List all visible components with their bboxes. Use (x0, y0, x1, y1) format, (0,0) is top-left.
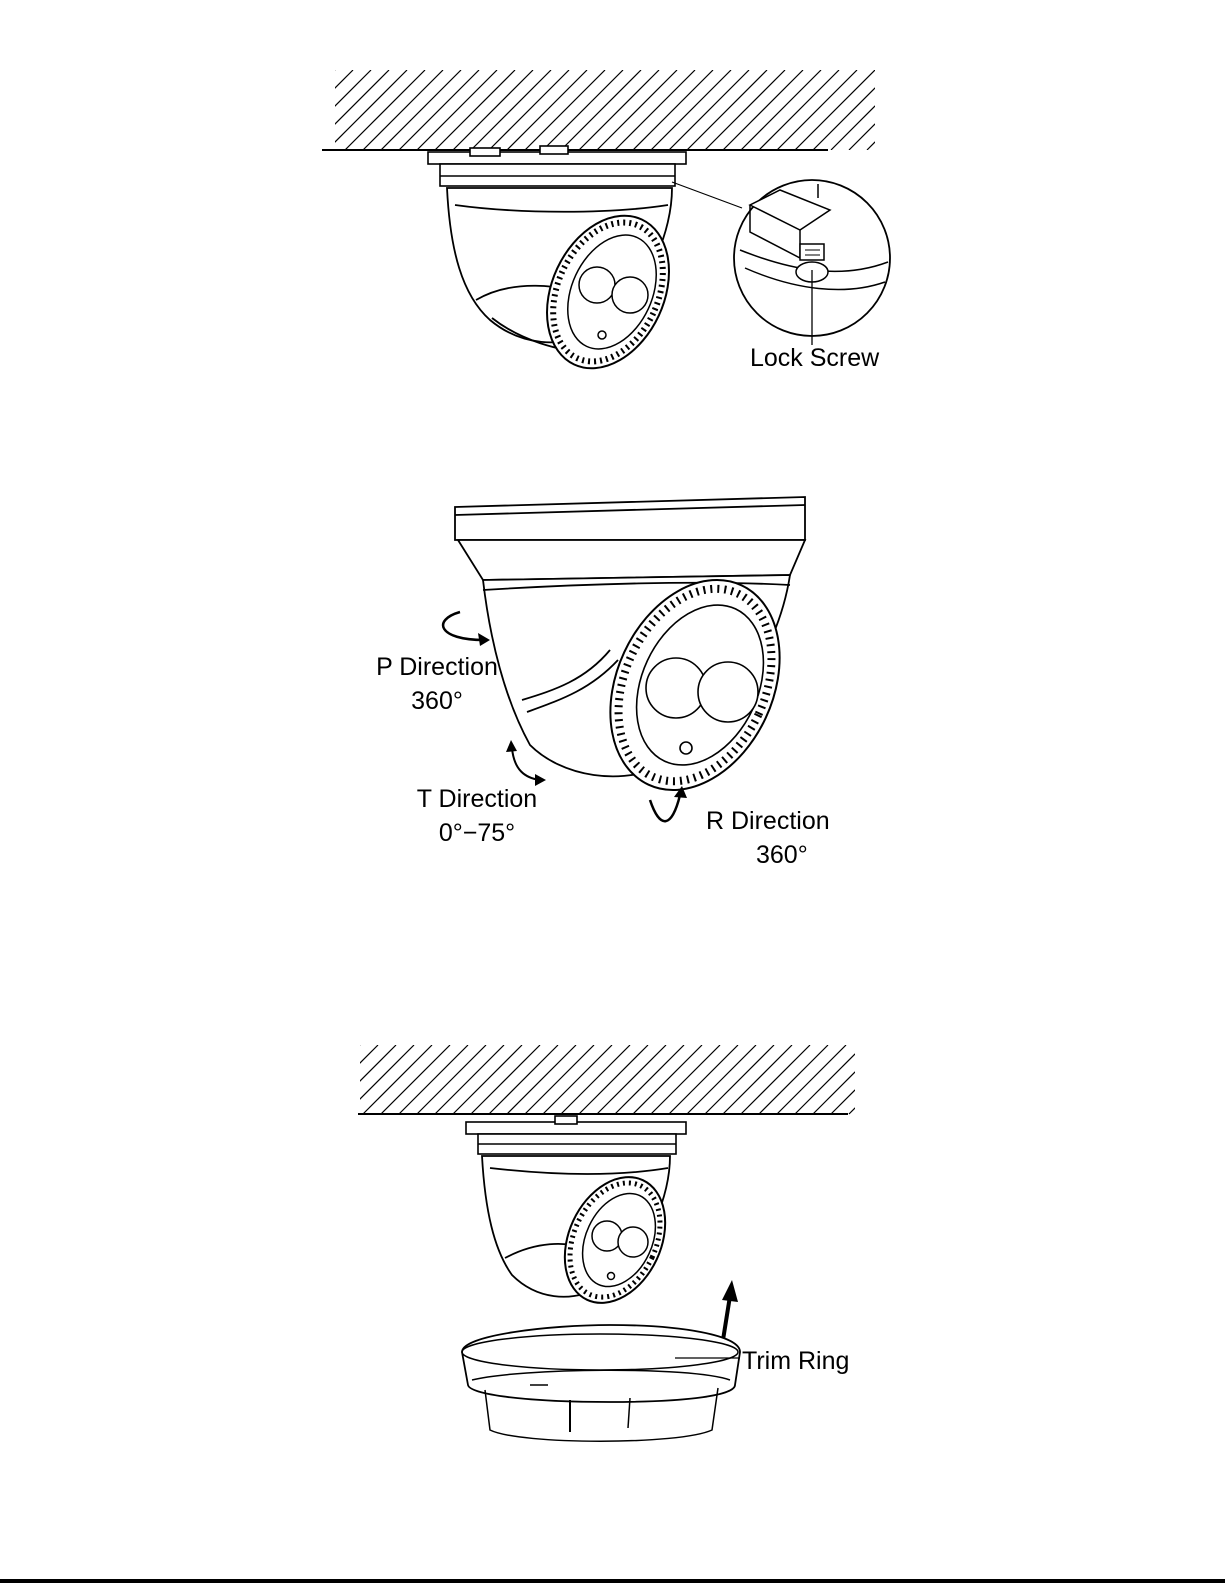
page-bottom-rule (0, 1579, 1225, 1583)
p-direction-arrow (443, 612, 484, 640)
lock-screw-label: Lock Screw (750, 344, 880, 372)
adjust-base (455, 497, 805, 580)
t-direction-label: T Direction (416, 785, 538, 813)
callout-line (672, 182, 742, 208)
up-arrow (723, 1296, 730, 1340)
t-direction-angle: 0°−75° (438, 819, 516, 847)
lock-screw-detail (734, 180, 890, 345)
trim-ring (462, 1325, 740, 1441)
figure-trim-ring (0, 1030, 1225, 1450)
figure-adjustment-directions (0, 480, 1225, 900)
p-direction-angle: 360° (411, 687, 463, 715)
r-direction-label: R Direction (706, 807, 830, 835)
p-direction-label: P Direction (376, 653, 498, 681)
mounting-base (428, 146, 686, 186)
ceiling-hatch-2 (291, 1045, 918, 1114)
figure-lock-screw (0, 0, 1225, 420)
ring-fig-base (466, 1116, 686, 1154)
ceiling-hatch (255, 70, 947, 150)
r-direction-angle: 360° (756, 841, 808, 869)
trim-ring-label: Trim Ring (742, 1347, 850, 1375)
r-direction-arrow (650, 795, 680, 821)
